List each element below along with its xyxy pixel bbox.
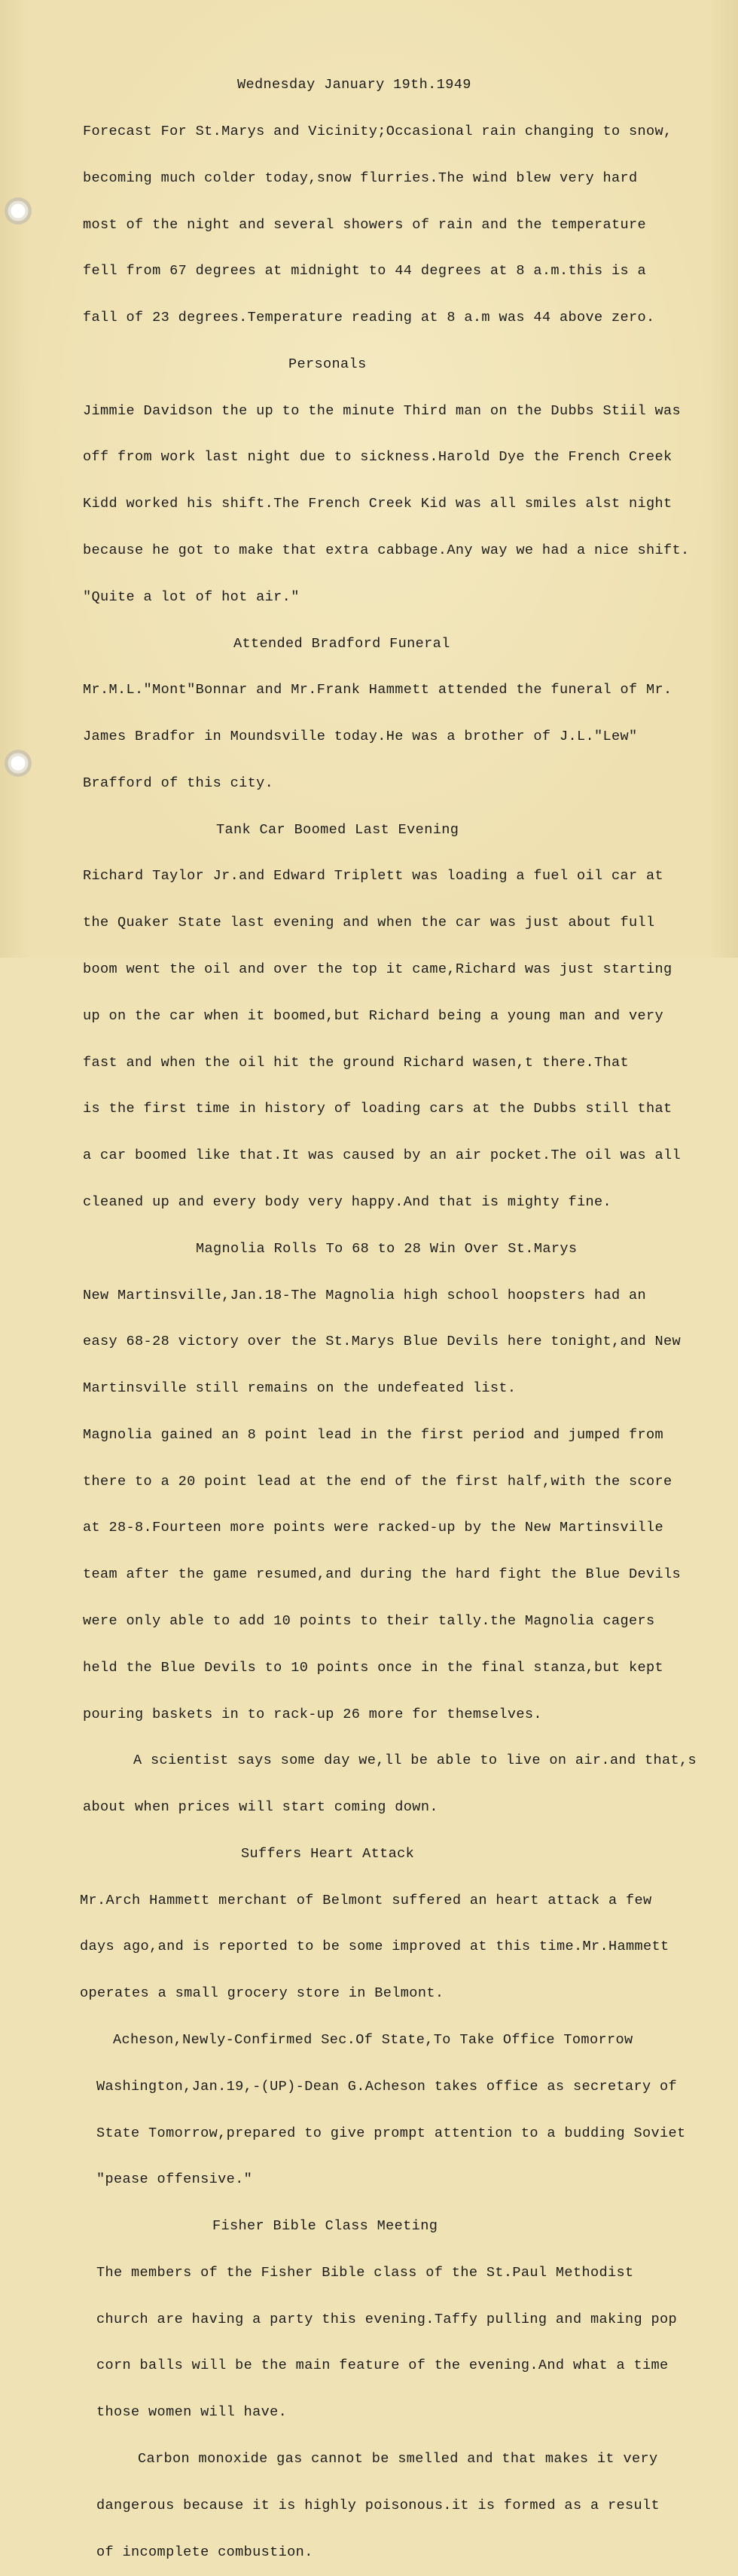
- text-line: most of the night and several showers of rain and the temperature: [83, 216, 647, 233]
- text-line: fast and when the oil hit the ground Richard wasen,t there.That: [83, 1054, 630, 1071]
- text-line: Mr.M.L."Mont"Bonnar and Mr.Frank Hammett attended the funeral of Mr.: [83, 682, 672, 698]
- text-line: Forecast For St.Marys and Vicinity;Occasional rain changing to snow,: [83, 123, 672, 139]
- text-line: Brafford of this city.: [83, 775, 274, 791]
- text-line: James Bradfor in Moundsville today.He was a brother of J.L."Lew": [83, 729, 638, 745]
- text-line: is the first time in history of loading cars at the Dubbs still that: [83, 1101, 672, 1117]
- text-line: Washington,Jan.19,-(UP)-Dean G.Acheson takes office as secretary of: [96, 2078, 678, 2095]
- text-line: Martinsville still remains on the undefeated list.: [83, 1380, 517, 1397]
- text-line: those women will have.: [96, 2404, 288, 2421]
- text-line: at 28-8.Fourteen more points were racked-up by the New Martinsville: [83, 1520, 664, 1536]
- text-line: up on the car when it boomed,but Richard being a young man and very: [83, 1007, 664, 1024]
- text-line: "pease offensive.": [96, 2171, 253, 2188]
- text-line: dangerous because it is highly poisonous.it is formed as a result: [96, 2497, 660, 2513]
- text-line: a car boomed like that.It was caused by an air pocket.The oil was all: [83, 1147, 682, 1164]
- text-line: fell from 67 degrees at midnight to 44 degrees at 8 a.m.this is a: [83, 263, 647, 280]
- section-heading: Tank Car Boomed Last Evening: [216, 821, 459, 838]
- text-line: operates a small grocery store in Belmont.: [80, 1985, 444, 2002]
- text-line: held the Blue Devils to 10 points once in the final stanza,but kept: [83, 1659, 664, 1676]
- section-heading: Suffers Heart Attack: [241, 1845, 415, 1862]
- text-line: because he got to make that extra cabbage.Any way we had a nice shift.: [83, 542, 690, 558]
- text-line: were only able to add 10 points to their tally.the Magnolia cagers: [83, 1612, 655, 1629]
- text-line: Kidd worked his shift.The French Creek Kid was all smiles alst night: [83, 496, 672, 512]
- section-heading: Magnolia Rolls To 68 to 28 Win Over St.Marys: [196, 1240, 578, 1257]
- text-line: A scientist says some day we,ll be able to live on air.and that,s: [133, 1752, 697, 1769]
- text-line: New Martinsville,Jan.18-The Magnolia high school hoopsters had an: [83, 1287, 647, 1303]
- section-heading: Acheson,Newly-Confirmed Sec.Of State,To Take Office Tomorrow: [113, 2032, 633, 2048]
- text-line: Richard Taylor Jr.and Edward Triplett was loading a fuel oil car at: [83, 868, 664, 885]
- text-line: boom went the oil and over the top it came,Richard was just starting: [83, 961, 672, 978]
- section-heading: Attended Bradford Funeral: [233, 635, 450, 652]
- text-line: easy 68-28 victory over the St.Marys Blue Devils here tonight,and New: [83, 1334, 682, 1350]
- text-line: there to a 20 point lead at the end of the first half,with the score: [83, 1473, 672, 1490]
- section-heading: Fisher Bible Class Meeting: [212, 2218, 438, 2235]
- text-line: Mr.Arch Hammett merchant of Belmont suffered an heart attack a few: [80, 1892, 652, 1908]
- typed-bulletin: [0, 47, 738, 2576]
- text-line: cleaned up and every body very happy.And that is mighty fine.: [83, 1193, 611, 1210]
- text-line: days ago,and is reported to be some improved at this time.Mr.Hammett: [80, 1939, 669, 1955]
- date-heading: Wednesday January 19th.1949: [237, 77, 471, 93]
- section-heading: Personals: [288, 356, 367, 372]
- text-line: Magnolia gained an 8 point lead in the first period and jumped from: [83, 1426, 664, 1443]
- text-line: about when prices will start coming down.: [83, 1799, 438, 1816]
- text-line: corn balls will be the main feature of the evening.And what a time: [96, 2358, 669, 2374]
- text-line: fall of 23 degrees.Temperature reading at 8 a.m was 44 above zero.: [83, 310, 655, 326]
- text-line: The members of the Fisher Bible class of the St.Paul Methodist: [96, 2264, 634, 2281]
- text-line: becoming much colder today,snow flurries.The wind blew very hard: [83, 170, 638, 186]
- text-line: pouring baskets in to rack-up 26 more for themselves.: [83, 1706, 542, 1722]
- text-line: State Tomorrow,prepared to give prompt attention to a budding Soviet: [96, 2125, 686, 2141]
- text-line: team after the game resumed,and during the hard fight the Blue Devils: [83, 1566, 682, 1583]
- text-line: "Quite a lot of hot air.": [83, 588, 300, 605]
- text-line: off from work last night due to sickness.Harold Dye the French Creek: [83, 449, 672, 466]
- text-line: of incomplete combustion.: [96, 2544, 313, 2560]
- text-line: church are having a party this evening.Taffy pulling and making pop: [96, 2311, 678, 2327]
- text-line: Jimmie Davidson the up to the minute Third man on the Dubbs Stiil was: [83, 402, 682, 419]
- text-line: the Quaker State last evening and when the car was just about full: [83, 915, 655, 931]
- text-line: Carbon monoxide gas cannot be smelled and that makes it very: [138, 2451, 658, 2468]
